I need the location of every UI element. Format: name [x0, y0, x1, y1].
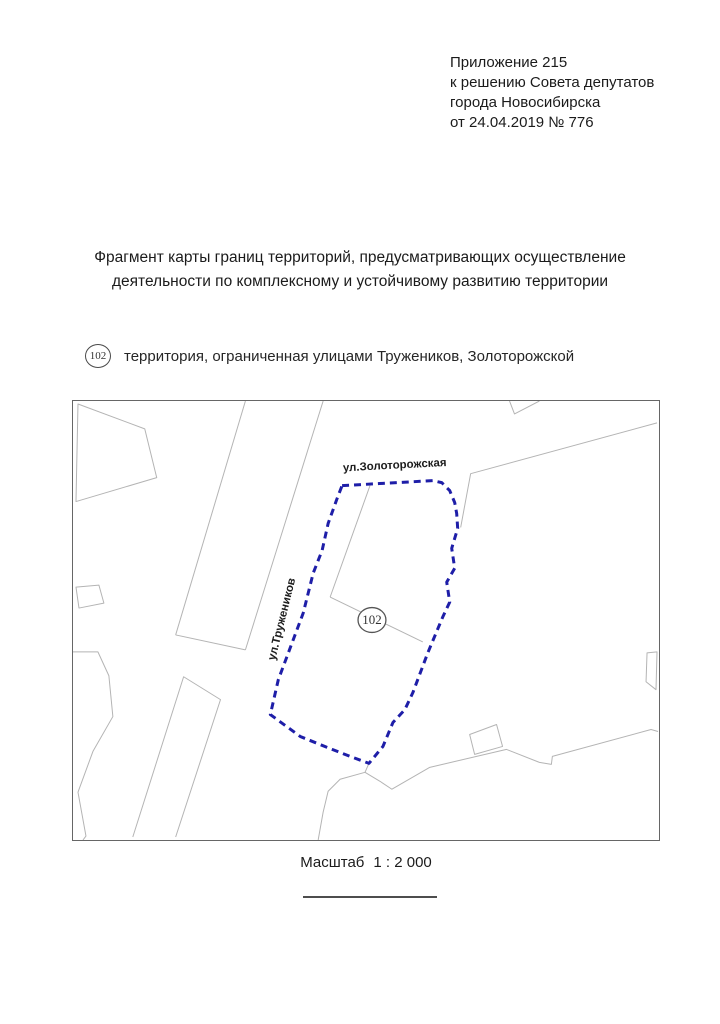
building-outline [470, 725, 503, 755]
territory-legend [85, 344, 574, 368]
scale-caption [72, 854, 660, 871]
scale-value: 1 : 2 000 [373, 854, 432, 871]
street-edge-line [176, 401, 246, 635]
territory-description: территория, ограниченная улицами Тружеников, Золоторожской [124, 347, 575, 365]
street-edge-line [461, 423, 657, 528]
street-label-zolotorozhskaya: ул.Золоторожская [342, 456, 447, 475]
map-canvas [73, 401, 659, 840]
building-outline [76, 404, 157, 502]
scale-word: Масштаб [300, 854, 365, 871]
territory-number-badge [85, 344, 111, 368]
appendix-header-line: к решению Совета депутатов [450, 74, 655, 91]
map-figure [72, 400, 660, 841]
appendix-header-line: Приложение 215 [450, 54, 568, 71]
appendix-header-line: от 24.04.2019 № 776 [450, 114, 594, 131]
page-title-line: Фрагмент карты границ территорий, предусматривающих осуществление [94, 249, 626, 266]
street-label-truzhenikov: ул.Тружеников [266, 576, 299, 662]
territory-number: 102 [89, 350, 107, 362]
page-title-line: деятельности по комплексному и устойчивому развитию территории [111, 273, 609, 290]
parcel-outline [73, 652, 113, 840]
street-edge-line [318, 730, 658, 840]
building-outline [76, 585, 104, 608]
scale-underline [303, 896, 437, 898]
appendix-header [450, 53, 654, 133]
building-outline [646, 652, 657, 690]
street-edge-line [133, 677, 221, 837]
street-edge-line [176, 635, 246, 650]
page-title [0, 246, 720, 294]
map-territory-number: 102 [362, 611, 382, 627]
parcel-line [510, 401, 540, 414]
appendix-header-line: города Новосибирска [450, 94, 601, 111]
